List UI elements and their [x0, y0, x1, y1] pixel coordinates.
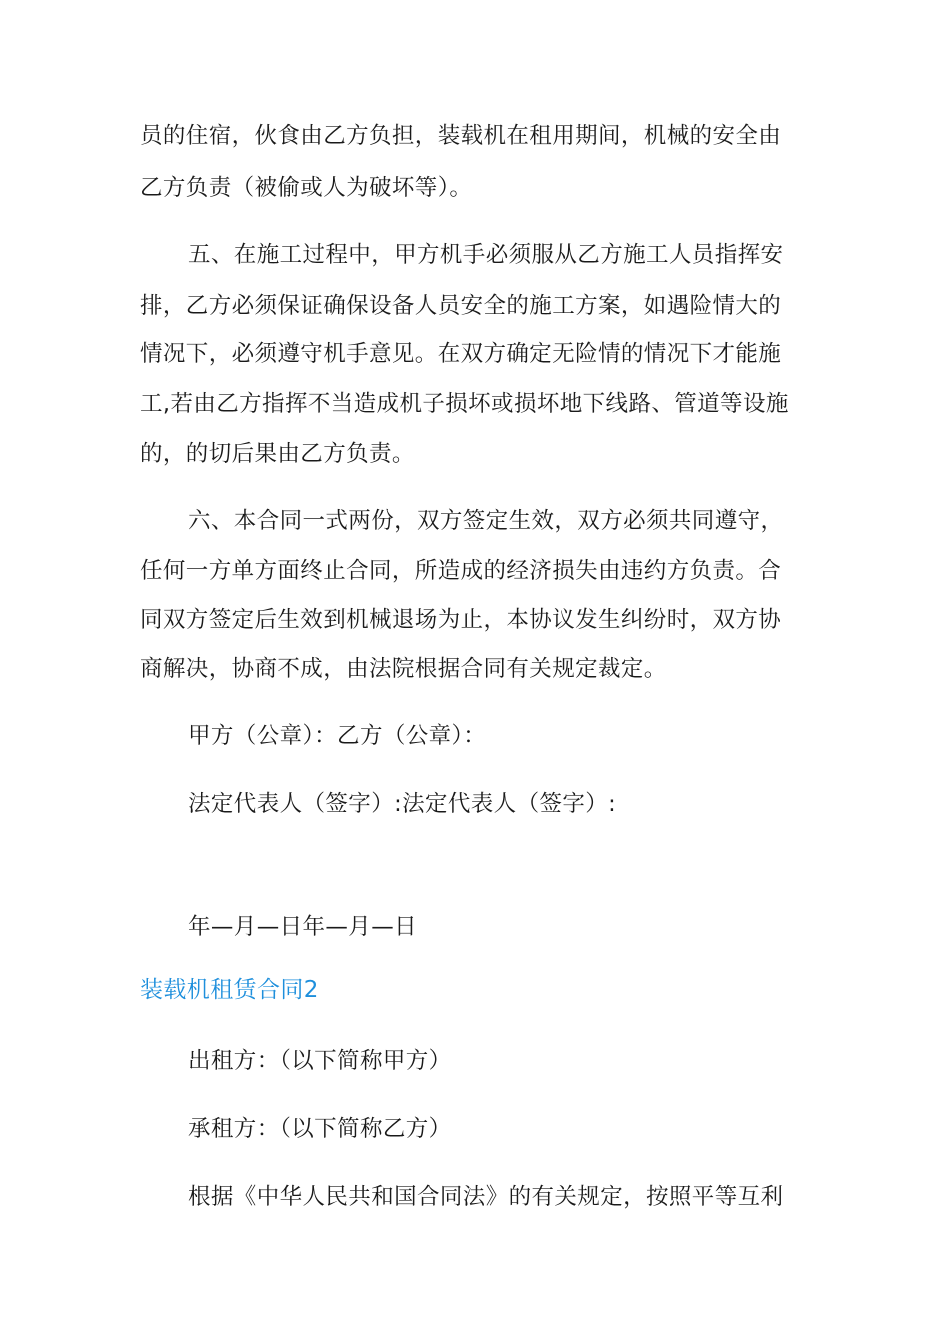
clause-6-line-3: 同双方签定后生效到机械退场为止，本协议发生纠纷时，双方协 [140, 607, 782, 633]
clause-5-line-5: 的，的切后果由乙方负责。 [140, 441, 415, 467]
lessor-line: 出租方：（以下简称甲方） [188, 1048, 452, 1074]
seals-line: 甲方（公章）：乙方（公章）： [188, 723, 487, 749]
clause-4-line-2: 乙方负责（被偷或人为破坏等）。 [140, 175, 473, 201]
legal-basis-line: 根据《中华人民共和国合同法》的有关规定，按照平等互利 [188, 1184, 784, 1210]
representatives-line: 法定代表人（签字）:法定代表人（签字）: [188, 791, 617, 817]
clause-5-line-3: 情况下，必须遵守机手意见。在双方确定无险情的情况下才能施 [140, 341, 782, 367]
clause-6-line-4: 商解决，协商不成，由法院根据合同有关规定裁定。 [140, 656, 667, 682]
clause-6-line-1: 六、本合同一式两份，双方签定生效，双方必须共同遵守， [188, 508, 784, 534]
clause-4-line-1: 员的住宿，伙食由乙方负担，装载机在租用期间，机械的安全由 [140, 123, 782, 149]
date-line: 年—月—日年—月—日 [188, 914, 418, 940]
clause-5-line-2: 排，乙方必须保证确保设备人员安全的施工方案，如遇险情大的 [140, 293, 782, 319]
clause-5-line-1: 五、在施工过程中，甲方机手必须服从乙方施工人员指挥安 [188, 242, 784, 268]
clause-6-line-2: 任何一方单方面终止合同，所造成的经济损失由违约方负责。合 [140, 558, 782, 584]
contract-2-title: 装载机租赁合同2 [140, 977, 319, 1003]
lessee-line: 承租方：（以下简称乙方） [188, 1116, 452, 1142]
clause-5-line-4: 工,若由乙方指挥不当造成机子损坏或损坏地下线路、管道等设施 [140, 391, 789, 417]
